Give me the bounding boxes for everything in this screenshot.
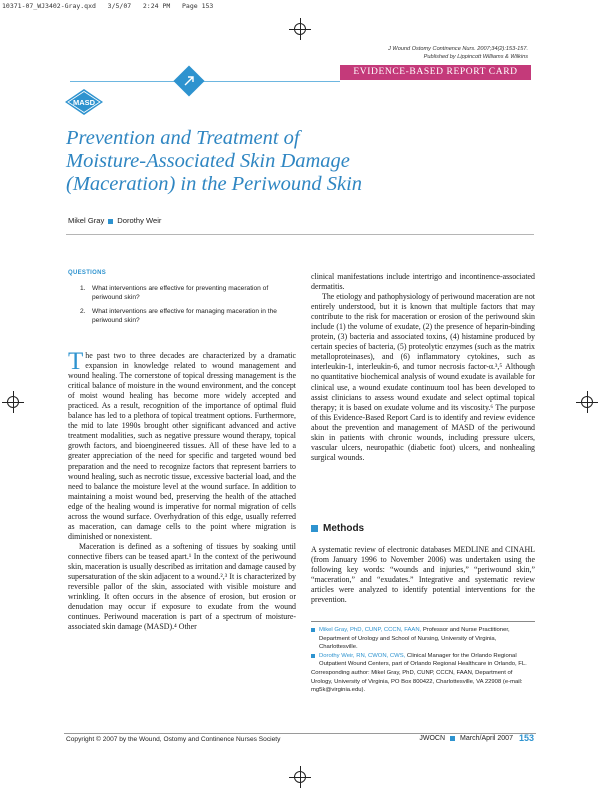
footer-issue: March/April 2007: [460, 734, 513, 742]
question-number: 1.: [80, 285, 86, 292]
methods-heading-text: Methods: [323, 523, 365, 534]
questions-heading: QUESTIONS: [68, 270, 107, 276]
question-text: What interventions are effective for managing maceration in the periwound skin?: [92, 307, 277, 325]
author-separator-icon: [108, 219, 113, 224]
continued-paragraph: clinical manifestations include intertrigo and incontinence-associated dermatitis.: [311, 272, 535, 292]
author-list: [68, 216, 161, 225]
author-1: Mikel Gray: [68, 216, 105, 225]
article-title: [66, 127, 526, 196]
footer-journal: JWOCN: [419, 734, 446, 742]
registration-mark-bottom: [289, 766, 311, 788]
journal-citation: [388, 46, 528, 61]
methods-section: [311, 545, 535, 605]
author-notes: [311, 626, 535, 695]
questions-list: [80, 284, 292, 330]
author-note-name: Mikel Gray, PhD, CUNP, CCCN, FAAN,: [319, 627, 422, 633]
author-note-text: Professor and Nurse Practitioner, Department of Urology and School of Nursing, University of Virginia, Charlottesville.: [319, 627, 510, 651]
logo-text: MASD: [72, 97, 96, 107]
author-note-text: Clinical Manager for the Orlando Regional Outpatient Wound Centers, part of Orlando Regional Healthcare in Orlando, FL.: [319, 652, 527, 668]
note-square-icon: [311, 628, 315, 632]
author-note-name: Dorothy Weir, RN, CWON, CWS,: [319, 652, 406, 659]
drop-cap: T: [68, 348, 84, 375]
title-line-3: (Maceration) in the Periwound Skin: [66, 173, 363, 195]
heading-square-icon: [311, 525, 318, 532]
title-divider: [66, 234, 534, 235]
question-item: [80, 307, 292, 326]
etiology-paragraph: The etiology and pathophysiology of periwound maceration are not entirely understood, but it is known that multiple factors that may contribute to the risk for maceration or erosion of the periwound skin include (1) the volume of exudate, (2) the presence of heparin-binding protein, (3) bacteria and associated toxins, (4) histamine produced by certain species of bacteria, (5) proteolytic enzymes (such as the matrix metalloproteinases), and (6) inflammatory cytokines, such as interleukin-1, interleukin-6, and tumor necrosis factor-α.³,⁵ Although no quantitative biochemical analysis of wound exudate is available for clinical use, a wound exudate continuum tool has been developed to assist clinicians to assess wound exudate and select optimal topical therapy; it is based on exudate volume and its viscosity.⁶ The purpose of this Evidence-Based Report Card is to identify and review evidence about the prevention and management of MASD of the periwound skin in patients with chronic wounds, including pressure ulcers, vascular ulcers, neuropathic (diabetic foot) ulcers, and nonhealing surgical wounds.: [311, 292, 535, 462]
question-text: What interventions are effective for preventing maceration of periwound skin?: [92, 285, 269, 302]
author-note: [311, 626, 535, 652]
author-note: [311, 652, 535, 669]
corresponding-author: Corresponding author: Mikel Gray, PhD, CUNP, CCCN, FAAN, Department of Urology, University of Virginia, PO Box 800422, Charlottesville, VA 22908 (e-mail: mg5k@virginia.edu).: [311, 669, 523, 694]
question-number: 2.: [80, 307, 86, 315]
note-square-icon: [311, 654, 315, 658]
header-rule: [70, 81, 340, 82]
column-right: [311, 272, 535, 463]
arrow-icon: [178, 70, 200, 92]
intro-paragraph: [68, 348, 296, 542]
footer-separator-icon: [450, 736, 455, 741]
print-slug: 10371-07_WJ3402-Gray.qxd 3/5/07 2:24 PM Page 153: [2, 2, 214, 10]
methods-paragraph: A systematic review of electronic databases MEDLINE and CINAHL (from January 1996 to November 2006) was undertaken using the following key words: “wounds and injuries,” “periwound skin,” “maceration,” and “exudates.” Integrative and systematic review articles were analyzed to identify potential interventions for the prevention.: [311, 545, 535, 605]
registration-mark-right: [576, 391, 598, 413]
masd-logo-icon: [64, 88, 104, 116]
footer-journal-info: [419, 733, 534, 743]
notes-divider: [311, 621, 535, 622]
title-line-2: Moisture-Associated Skin Damage: [66, 150, 350, 172]
column-left: [68, 348, 296, 632]
methods-heading: [311, 523, 364, 534]
registration-mark-top: [289, 18, 311, 40]
question-item: [80, 284, 292, 303]
footer-copyright: Copyright © 2007 by the Wound, Ostomy and Continence Nurses Society: [66, 736, 281, 743]
title-line-1: Prevention and Treatment of: [66, 127, 300, 149]
registration-mark-left: [2, 391, 24, 413]
section-banner: EVIDENCE-BASED REPORT CARD: [340, 65, 531, 80]
citation-line-2: Published by Lippincott Williams & Wilkins: [423, 53, 528, 60]
page-number: 153: [518, 733, 534, 743]
author-2: Dorothy Weir: [117, 216, 162, 225]
maceration-paragraph: Maceration is defined as a softening of tissues by soaking until connective fibers can be teased apart.¹ In the context of the periwound skin, maceration is usually described as irritation and damage caused by supersaturation of the skin adjacent to a wound.²,³ It is characterized by reversible pallor of the skin, associated with visible moisture and wrinkling. It often occurs in the absence of erosion, but erosion or denudation may occur if exposure to exudate from the wound continues. Periwound maceration is part of a spectrum of moisture-associated skin damage (MASD).⁴ Other: [68, 541, 296, 632]
intro-text: he past two to three decades are characterized by a dramatic expansion in knowledge related to wound management and wound healing. The cornerstone of topical dressing management is the critical balance of moisture in the wound environment, and the concept of moist wound healing has become more widely accepted and practiced. As a result, recognition of the importance of optimal fluid balance has led to a plethora of topical treatment options. Furthermore, the mid to late 1990s brought other significant advanced and active treatment modalities, such as negative pressure wound therapy, topical growth factors, and bioengineered tissues. All of these have led to a greater appreciation of the need for specific and targeted wound bed preparation and the need to recognize factors that represent barriers to wound healing, such as necrotic tissue, excessive bacterial load, and the need to balance the moisture level at the wound surface. In addition to maintaining a moist wound bed, preserving the health of the attached edge of the healing wound is imperative for normal migration of cells across the wound surface. Overhydration of this edge, usually referred as maceration, can damage cells to the point where migration is diminished or nonexistent.: [68, 351, 296, 541]
citation-line-1: J Wound Ostomy Continence Nurs. 2007;34(2):153-157.: [388, 46, 528, 52]
